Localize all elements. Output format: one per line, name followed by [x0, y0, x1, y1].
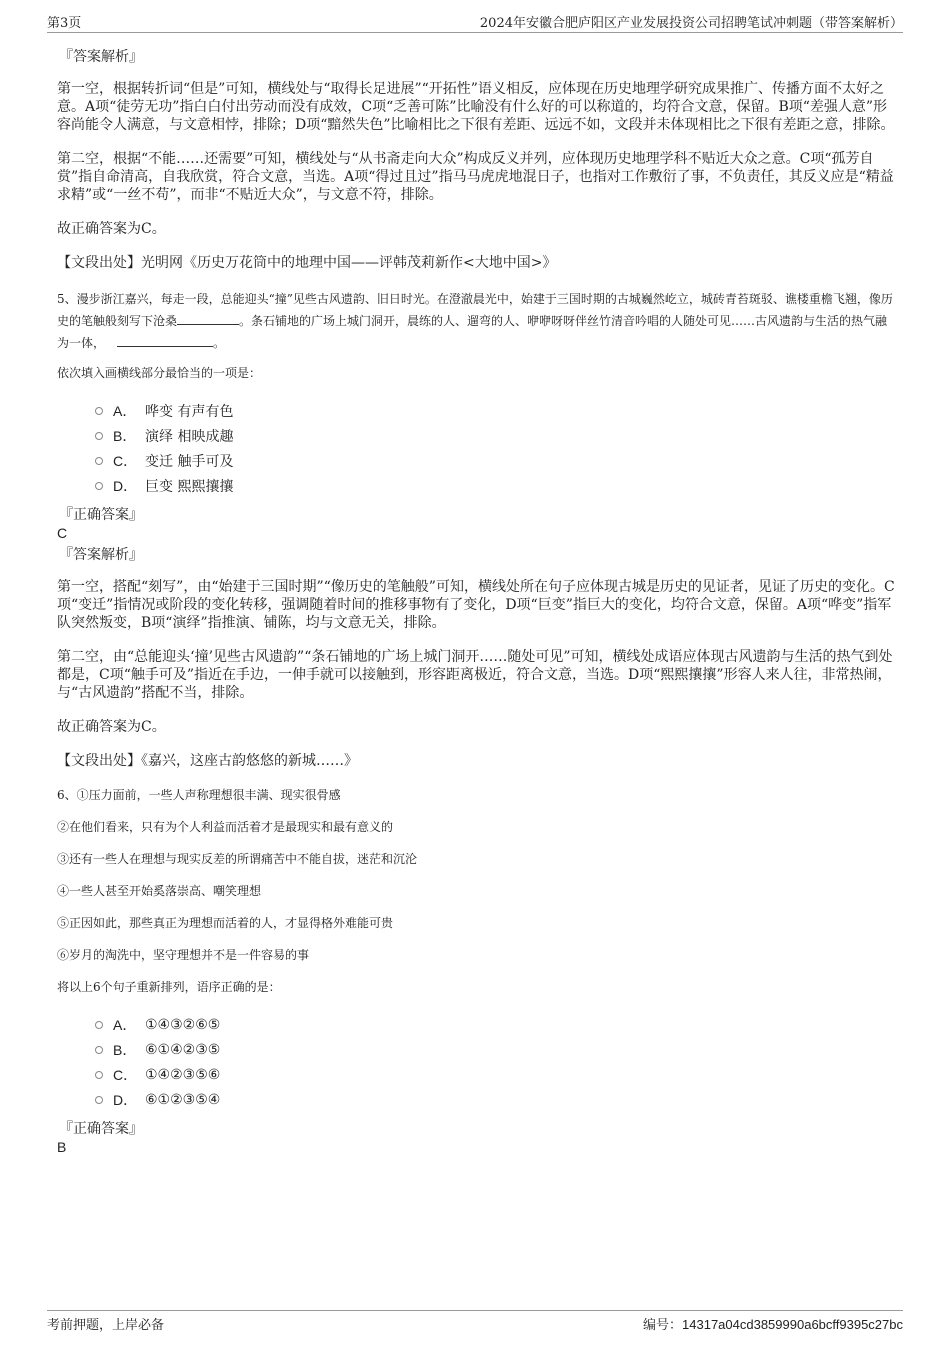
radio-icon[interactable] [95, 407, 103, 415]
q6-sentence-4: ④一些人甚至开始奚落崇高、嘲笑理想 [57, 884, 262, 898]
q5-option-c[interactable]: C． 变迁 触手可及 [95, 448, 897, 473]
page-header [47, 12, 903, 33]
q5-option-d[interactable]: D． 巨变 熙熙攘攘 [95, 473, 897, 498]
q6-sentence-6: ⑥岁月的淘洗中，坚守理想并不是一件容易的事 [57, 948, 310, 962]
page-content [57, 42, 897, 1156]
radio-icon[interactable] [95, 1071, 103, 1079]
q6-option-b[interactable]: B． ⑥①④②③⑤ [95, 1037, 897, 1062]
q5-stem-part-b: 。条石铺地的广场上城门洞开，晨练的人、遛弯的人、咿咿呀呀伴丝竹清音吟唱的人随处可见……古风遗韵与生活的热气融为一体， [57, 314, 888, 350]
q5-stem-part-c: 。 [213, 336, 226, 350]
blank-2 [117, 335, 213, 347]
q6-sentence-3: ③还有一些人在理想与现实反差的所谓痛苦中不能自拔，迷茫和沉沦 [57, 852, 418, 866]
q6-option-c[interactable]: C． ①④②③⑤⑥ [95, 1062, 897, 1087]
q6-correct-answer: B [57, 1139, 67, 1155]
footer-slogan: 考前押题，上岸必备 [47, 1318, 165, 1333]
radio-icon[interactable] [95, 457, 103, 465]
radio-icon[interactable] [95, 1096, 103, 1104]
q5-options [95, 398, 897, 498]
q5-option-a[interactable]: A． 哗变 有声有色 [95, 398, 897, 423]
q4-source: 【文段出处】光明网《历史万花筒中的地理中国——评韩茂莉新作<大地中国>》 [57, 255, 557, 271]
q5-conclusion: 故正确答案为C。 [57, 719, 166, 735]
q6-sentence-5: ⑤正因如此，那些真正为理想而活着的人，才显得格外难能可贵 [57, 916, 394, 930]
q6-sentence-2: ②在他们看来，只有为个人利益而活着才是最现实和最有意义的 [57, 820, 394, 834]
q5-source: 【文段出处】《嘉兴，这座古韵悠悠的新城……》 [57, 753, 358, 769]
q6-prompt: 将以上6个句子重新排列，语序正确的是： [57, 980, 281, 994]
q5-stem-part-a: 5、漫步浙江嘉兴，每走一段，总能迎头“撞”见些古风遗韵、旧日时光。在澄澈晨光中，始建于三国时期的古城巍然屹立，城砖青苔斑驳、谯楼重檐飞翘，像历史的笔触般刻写下沧桑 [57, 292, 893, 328]
q5-analysis-label: 『答案解析』 [59, 547, 143, 563]
page-footer [47, 1310, 903, 1333]
blank-1 [177, 313, 239, 325]
radio-icon[interactable] [95, 482, 103, 490]
q4-analysis-p1: 第一空，根据转折词“但是”可知，横线处与“取得长足进展”“开拓性”语义相反，应体现在历史地理学研究成果推广、传播方面不太好之意。A项“徒劳无功”指白白付出劳动而没有成效，C项“乏善可陈”比喻没有什么好的可以称道的，均符合文意，保留。B项“差强人意”形容尚能令人满意，与文意相悖，排除；D项“黯然失色”比喻相比之下很有差距、远远不如，文段并未体现相比之下很有差距之意，排除。 [57, 81, 895, 133]
q5-analysis-p1: 第一空，搭配“刻写”，由“始建于三国时期”“像历史的笔触般”可知，横线处所在句子应体现古城是历史的见证者，见证了历史的变化。C项“变迁”指情况或阶段的变化转移，强调随着时间的推移事物有了变化，D项“巨变”指巨大的变化，均符合文意，保留。A项“哗变”指军队突然叛变，B项“演绎”指推演、铺陈，均与文意无关，排除。 [57, 579, 895, 631]
q5-correct-label: 『正确答案』 [59, 507, 143, 523]
q6-options [95, 1012, 897, 1112]
radio-icon[interactable] [95, 1021, 103, 1029]
q5-analysis-p2: 第二空，由“总能迎头‘撞’见些古风遗韵”“条石铺地的广场上城门洞开……随处可见”可知，横线处成语应体现古风遗韵与生活的热气到处都是，C项“触手可及”指近在手边，一伸手就可以接触到，形容距离极近，符合文意，当选。D项“熙熙攘攘”形容人来人往，非常热闹，与“古风遗韵”搭配不当，排除。 [57, 649, 893, 701]
document-title: 2024年安徽合肥庐阳区产业发展投资公司招聘笔试冲刺题（带答案解析） [479, 16, 903, 31]
q6-option-a[interactable]: A． ①④③②⑥⑤ [95, 1012, 897, 1037]
q5-option-b[interactable]: B． 演绎 相映成趣 [95, 423, 897, 448]
radio-icon[interactable] [95, 1046, 103, 1054]
document-id: 编号：14317a04cd3859990a6bcff9395c27bc [643, 1317, 903, 1332]
q6-sentence-1: 6、①压力面前，一些人声称理想很丰满、现实很骨感 [57, 788, 341, 802]
radio-icon[interactable] [95, 432, 103, 440]
q6-option-d[interactable]: D． ⑥①②③⑤④ [95, 1087, 897, 1112]
q6-correct-label: 『正确答案』 [59, 1121, 143, 1137]
q5-prompt: 依次填入画横线部分最恰当的一项是： [57, 366, 262, 380]
page-number: 第3页 [47, 16, 82, 31]
q5-correct-answer: C [57, 525, 68, 541]
q4-conclusion: 故正确答案为C。 [57, 221, 166, 237]
q4-analysis-p2: 第二空，根据“不能……还需要”可知，横线处与“从书斋走向大众”构成反义并列，应体现历史地理学科不贴近大众之意。C项“孤芳自赏”指自命清高，自我欣赏，符合文意，当选。A项“得过且过”指马马虎虎地混日子，也指对工作敷衍了事，不负责任，其反义应是“精益求精”或“一丝不苟”，而非“不贴近大众”，与文意不符，排除。 [57, 151, 894, 203]
q4-analysis-label: 『答案解析』 [59, 49, 143, 65]
q5-stem [57, 288, 897, 354]
